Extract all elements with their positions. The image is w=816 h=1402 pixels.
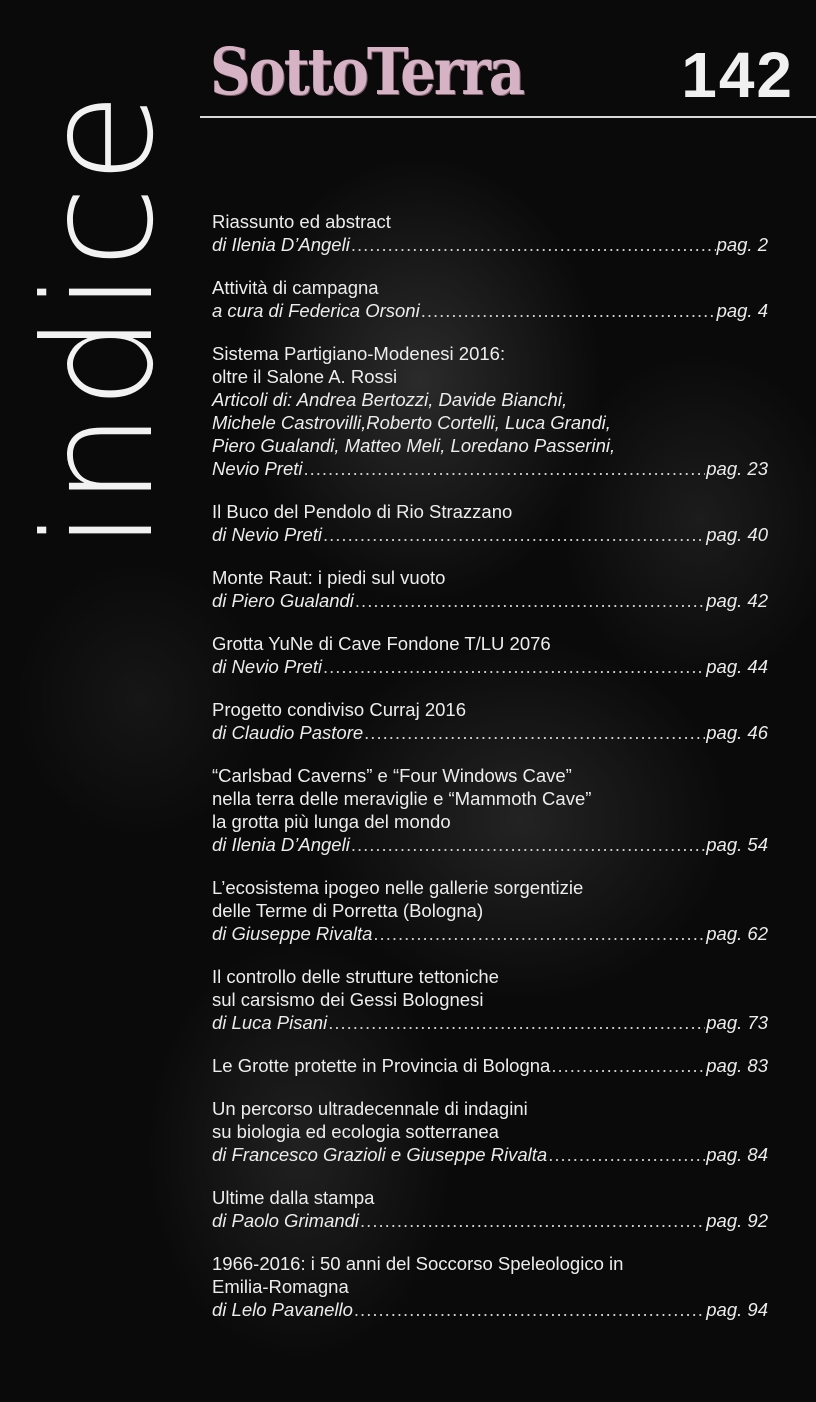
toc-entry[interactable]: [212, 965, 768, 1034]
section-title-vertical: [13, 40, 187, 600]
page-number: pag. 46: [706, 722, 768, 743]
entry-title: L’ecosistema ipogeo nelle gallerie sorgentizie: [212, 877, 584, 898]
page-number: pag. 84: [706, 1144, 768, 1165]
dot-leader: [323, 523, 705, 546]
page-number: pag. 44: [706, 656, 768, 677]
dot-leader: [551, 1054, 705, 1077]
toc-entry[interactable]: [212, 698, 768, 744]
entry-author-line: [212, 655, 768, 678]
page-number: pag. 94: [706, 1299, 768, 1320]
entry-author-line: [212, 299, 768, 322]
entry-author-line: [212, 833, 768, 856]
dot-leader: [303, 457, 705, 480]
issue-number: 142: [681, 39, 794, 111]
toc-entry[interactable]: [212, 764, 768, 856]
entry-author-line: [212, 922, 768, 945]
entry-author: di Piero Gualandi: [212, 590, 354, 611]
page-number: pag. 2: [716, 234, 768, 255]
entry-author: di Paolo Grimandi: [212, 1210, 360, 1231]
page-number: pag. 83: [706, 1055, 768, 1076]
page-number: pag. 73: [706, 1012, 768, 1033]
entry-title: Le Grotte protette in Provincia di Bologna: [212, 1055, 551, 1076]
entry-author-line: [212, 1143, 768, 1166]
entry-title: la grotta più lunga del mondo: [212, 811, 451, 832]
entry-author-line: [212, 1298, 768, 1321]
section-title-text: indice: [13, 89, 187, 551]
entry-author-line: [212, 523, 768, 546]
entry-author: Nevio Preti: [212, 458, 303, 479]
table-of-contents: [212, 210, 768, 1341]
entry-author-line: [212, 1209, 768, 1232]
entry-title: Ultime dalla stampa: [212, 1187, 375, 1208]
entry-title: nella terra delle meraviglie e “Mammoth Cave”: [212, 788, 592, 809]
entry-title: su biologia ed ecologia sotterranea: [212, 1121, 499, 1142]
entry-title: “Carlsbad Caverns” e “Four Windows Cave”: [212, 765, 572, 786]
dot-leader: [351, 833, 705, 856]
entry-author: di Ilenia D’Angeli: [212, 834, 350, 855]
dot-leader: [351, 233, 716, 256]
dot-leader: [364, 721, 705, 744]
entry-author: di Francesco Grazioli e Giuseppe Rivalta: [212, 1144, 548, 1165]
entry-title: 1966-2016: i 50 anni del Soccorso Speleologico in: [212, 1253, 624, 1274]
page-number: pag. 62: [706, 923, 768, 944]
toc-entry[interactable]: [212, 500, 768, 546]
page-number: pag. 54: [706, 834, 768, 855]
entry-author-line: [212, 589, 768, 612]
entry-title: sul carsismo dei Gessi Bolognesi: [212, 989, 484, 1010]
entry-title: oltre il Salone A. Rossi: [212, 366, 398, 387]
entry-title: Sistema Partigiano-Modenesi 2016:: [212, 343, 506, 364]
page-number: pag. 23: [706, 458, 768, 479]
entry-title: Monte Raut: i piedi sul vuoto: [212, 567, 446, 588]
page-number: pag. 4: [716, 300, 768, 321]
entry-title: Emilia-Romagna: [212, 1276, 349, 1297]
toc-entry[interactable]: [212, 632, 768, 678]
entry-author-line: [212, 1011, 768, 1034]
entry-credits: Piero Gualandi, Matteo Meli, Loredano Passerini,: [212, 435, 616, 456]
dot-leader: [354, 1298, 705, 1321]
entry-title: Un percorso ultradecennale di indagini: [212, 1098, 528, 1119]
dot-leader: [355, 589, 705, 612]
entry-title: Attività di campagna: [212, 277, 379, 298]
dot-leader: [421, 299, 716, 322]
toc-entry[interactable]: [212, 342, 768, 480]
entry-title: Progetto condiviso Curraj 2016: [212, 699, 467, 720]
entry-title: Il Buco del Pendolo di Rio Strazzano: [212, 501, 513, 522]
entry-credits: Michele Castrovilli,Roberto Cortelli, Luca Grandi,: [212, 412, 611, 433]
dot-leader: [328, 1011, 705, 1034]
page-number: pag. 42: [706, 590, 768, 611]
toc-entry[interactable]: [212, 876, 768, 945]
entry-author: di Luca Pisani: [212, 1012, 328, 1033]
entry-author: di Nevio Preti: [212, 656, 323, 677]
entry-author-line: [212, 721, 768, 744]
dot-leader: [373, 922, 705, 945]
entry-author: a cura di Federica Orsoni: [212, 300, 420, 321]
entry-title: Riassunto ed abstract: [212, 211, 391, 232]
toc-entry[interactable]: [212, 1054, 768, 1077]
entry-title: Il controllo delle strutture tettoniche: [212, 966, 499, 987]
entry-author-line: [212, 233, 768, 256]
dot-leader: [360, 1209, 705, 1232]
entry-author: di Giuseppe Rivalta: [212, 923, 373, 944]
toc-entry[interactable]: [212, 210, 768, 256]
toc-entry[interactable]: [212, 276, 768, 322]
page-number: pag. 40: [706, 524, 768, 545]
toc-entry[interactable]: [212, 1186, 768, 1232]
entry-author: di Nevio Preti: [212, 524, 323, 545]
entry-author: di Claudio Pastore: [212, 722, 364, 743]
entry-title: delle Terme di Porretta (Bologna): [212, 900, 484, 921]
toc-entry[interactable]: [212, 1252, 768, 1321]
entry-author: di Ilenia D’Angeli: [212, 234, 350, 255]
page-number: pag. 92: [706, 1210, 768, 1231]
magazine-logo: SottoTerra: [210, 34, 524, 110]
dot-leader: [323, 655, 705, 678]
toc-entry[interactable]: [212, 1097, 768, 1166]
entry-credits: Articoli di: Andrea Bertozzi, Davide Bianchi,: [212, 389, 568, 410]
dot-leader: [548, 1143, 705, 1166]
toc-entry[interactable]: [212, 566, 768, 612]
entry-author: di Lelo Pavanello: [212, 1299, 353, 1320]
entry-author-line: [212, 1054, 768, 1077]
entry-author-line: [212, 457, 768, 480]
masthead: [200, 32, 816, 120]
entry-title: Grotta YuNe di Cave Fondone T/LU 2076: [212, 633, 551, 654]
header-divider: [200, 116, 816, 118]
